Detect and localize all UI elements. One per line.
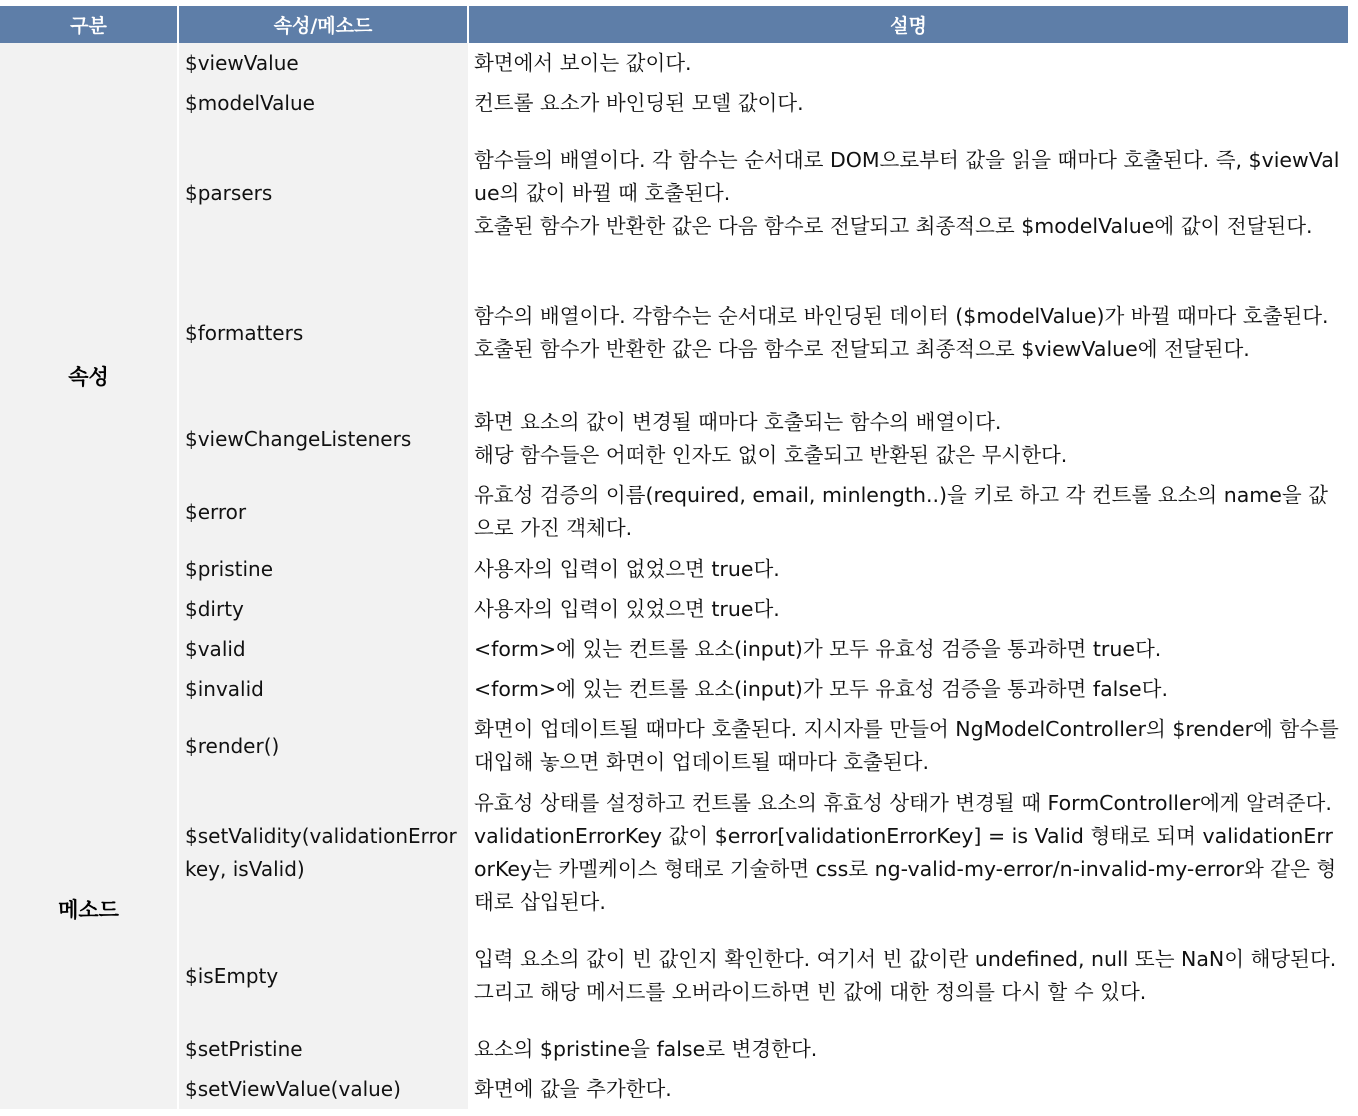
member-description: 사용자의 입력이 없었으면 true다. xyxy=(468,549,1348,589)
member-name: $pristine xyxy=(178,549,468,589)
category-properties: 속성 xyxy=(0,43,178,709)
table-row xyxy=(0,709,1348,783)
member-description: 입력 요소의 값이 빈 값인지 확인한다. 여기서 빈 값이란 undefined, null 또는 NaN이 해당된다. 그리고 해당 메서드를 오버라이드하면 빈 값에 대한 정의를 다시 할 수 있다. xyxy=(468,923,1348,1029)
table-header-row xyxy=(0,6,1348,43)
header-category: 구분 xyxy=(0,6,178,43)
member-description: 사용자의 입력이 있었으면 true다. xyxy=(468,589,1348,629)
member-description: 화면이 업데이트될 때마다 호출된다. 지시자를 만들어 NgModelController의 $render에 함수를 대입해 놓으면 화면이 업데이트될 때마다 호출된다. xyxy=(468,709,1348,783)
member-description: 요소의 $pristine을 false로 변경한다. xyxy=(468,1029,1348,1069)
member-name: $modelValue xyxy=(178,83,468,123)
member-name: $setValidity(validationErrorkey, isValid) xyxy=(178,783,468,923)
member-name: $setViewValue(value) xyxy=(178,1069,468,1109)
member-name: $viewChangeListeners xyxy=(178,403,468,475)
api-reference-table xyxy=(0,6,1348,1109)
member-name: $viewValue xyxy=(178,43,468,83)
table-row xyxy=(0,589,1348,629)
member-description: 유효성 검증의 이름(required, email, minlength..)을 키로 하고 각 컨트롤 요소의 name을 값으로 가진 객체다. xyxy=(468,475,1348,549)
member-description: 함수의 배열이다. 각함수는 순서대로 바인딩된 데이터 ($modelValue)가 바뀔 때마다 호출된다. 호출된 함수가 반환한 값은 다음 함수로 전달되고 최종적으로 $viewValue에 전달된다. xyxy=(468,263,1348,403)
member-description: 함수들의 배열이다. 각 함수는 순서대로 DOM으로부터 값을 읽을 때마다 호출된다. 즉, $viewValue의 값이 바뀔 때 호출된다. 호출된 함수가 반환한 값은 다음 함수로 전달되고 최종적으로 $modelValue에 값이 전달된다. xyxy=(468,123,1348,263)
member-name: $invalid xyxy=(178,669,468,709)
header-description: 설명 xyxy=(468,6,1348,43)
category-methods: 메소드 xyxy=(0,709,178,1109)
table-row xyxy=(0,1069,1348,1109)
member-name: $isEmpty xyxy=(178,923,468,1029)
member-name: $render() xyxy=(178,709,468,783)
table-row xyxy=(0,83,1348,123)
table-row xyxy=(0,123,1348,263)
member-description: <form>에 있는 컨트롤 요소(input)가 모두 유효성 검증을 통과하면 true다. xyxy=(468,629,1348,669)
table-row xyxy=(0,1029,1348,1069)
table-row xyxy=(0,43,1348,83)
member-description: 화면에서 보이는 값이다. xyxy=(468,43,1348,83)
member-name: $dirty xyxy=(178,589,468,629)
member-name: $parsers xyxy=(178,123,468,263)
table-row xyxy=(0,403,1348,475)
table-row xyxy=(0,629,1348,669)
member-name: $valid xyxy=(178,629,468,669)
table-row xyxy=(0,669,1348,709)
table-row xyxy=(0,263,1348,403)
table-row xyxy=(0,923,1348,1029)
member-description: 화면 요소의 값이 변경될 때마다 호출되는 함수의 배열이다. 해당 함수들은 어떠한 인자도 없이 호출되고 반환된 값은 무시한다. xyxy=(468,403,1348,475)
member-name: $setPristine xyxy=(178,1029,468,1069)
member-description: <form>에 있는 컨트롤 요소(input)가 모두 유효성 검증을 통과하면 false다. xyxy=(468,669,1348,709)
member-description: 화면에 값을 추가한다. xyxy=(468,1069,1348,1109)
table-row xyxy=(0,475,1348,549)
member-description: 유효성 상태를 설정하고 컨트롤 요소의 휴효성 상태가 변경될 때 FormController에게 알려준다. validationErrorKey 값이 $error[validationErrorKey] = is Valid 형태로 되며 validationErrorKey는 카멜케이스 형태로 기술하면 css로 ng-valid-my-error/n-invalid-my-error와 같은 형태로 삽입된다. xyxy=(468,783,1348,923)
member-description: 컨트롤 요소가 바인딩된 모델 값이다. xyxy=(468,83,1348,123)
table-row xyxy=(0,549,1348,589)
header-member: 속성/메소드 xyxy=(178,6,468,43)
member-name: $error xyxy=(178,475,468,549)
member-name: $formatters xyxy=(178,263,468,403)
table-row xyxy=(0,783,1348,923)
